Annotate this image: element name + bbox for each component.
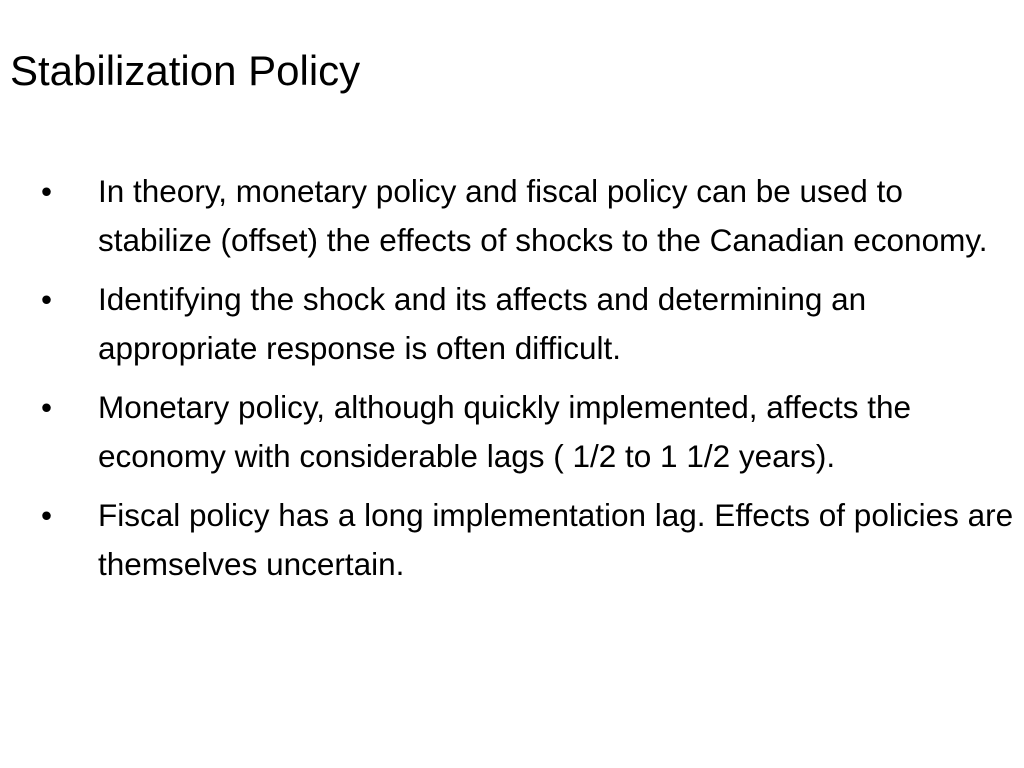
bullet-marker-icon: •	[41, 173, 53, 209]
bullet-marker-icon: •	[41, 281, 53, 317]
bullet-text: Monetary policy, although quickly implemented, affects the economy with considerable lags ( 1/2 to 1 1/2 years).	[98, 389, 912, 474]
slide-title: Stabilization Policy	[10, 47, 361, 94]
bullet-item	[0, 383, 1014, 481]
bullet-marker-icon: •	[41, 389, 53, 425]
bullet-text: Fiscal policy has a long implementation lag. Effects of policies are themselves uncertain.	[98, 497, 1014, 582]
bullet-item	[0, 275, 1014, 373]
bullet-text: In theory, monetary policy and fiscal policy can be used to stabilize (offset) the effects of shocks to the Canadian economy.	[98, 173, 988, 258]
bullet-marker-icon: •	[41, 497, 53, 533]
bullet-item	[0, 167, 1014, 265]
bullet-list	[0, 167, 1024, 599]
bullet-text: Identifying the shock and its affects and determining an appropriate response is often difficult.	[98, 281, 867, 366]
bullet-item	[0, 491, 1014, 589]
